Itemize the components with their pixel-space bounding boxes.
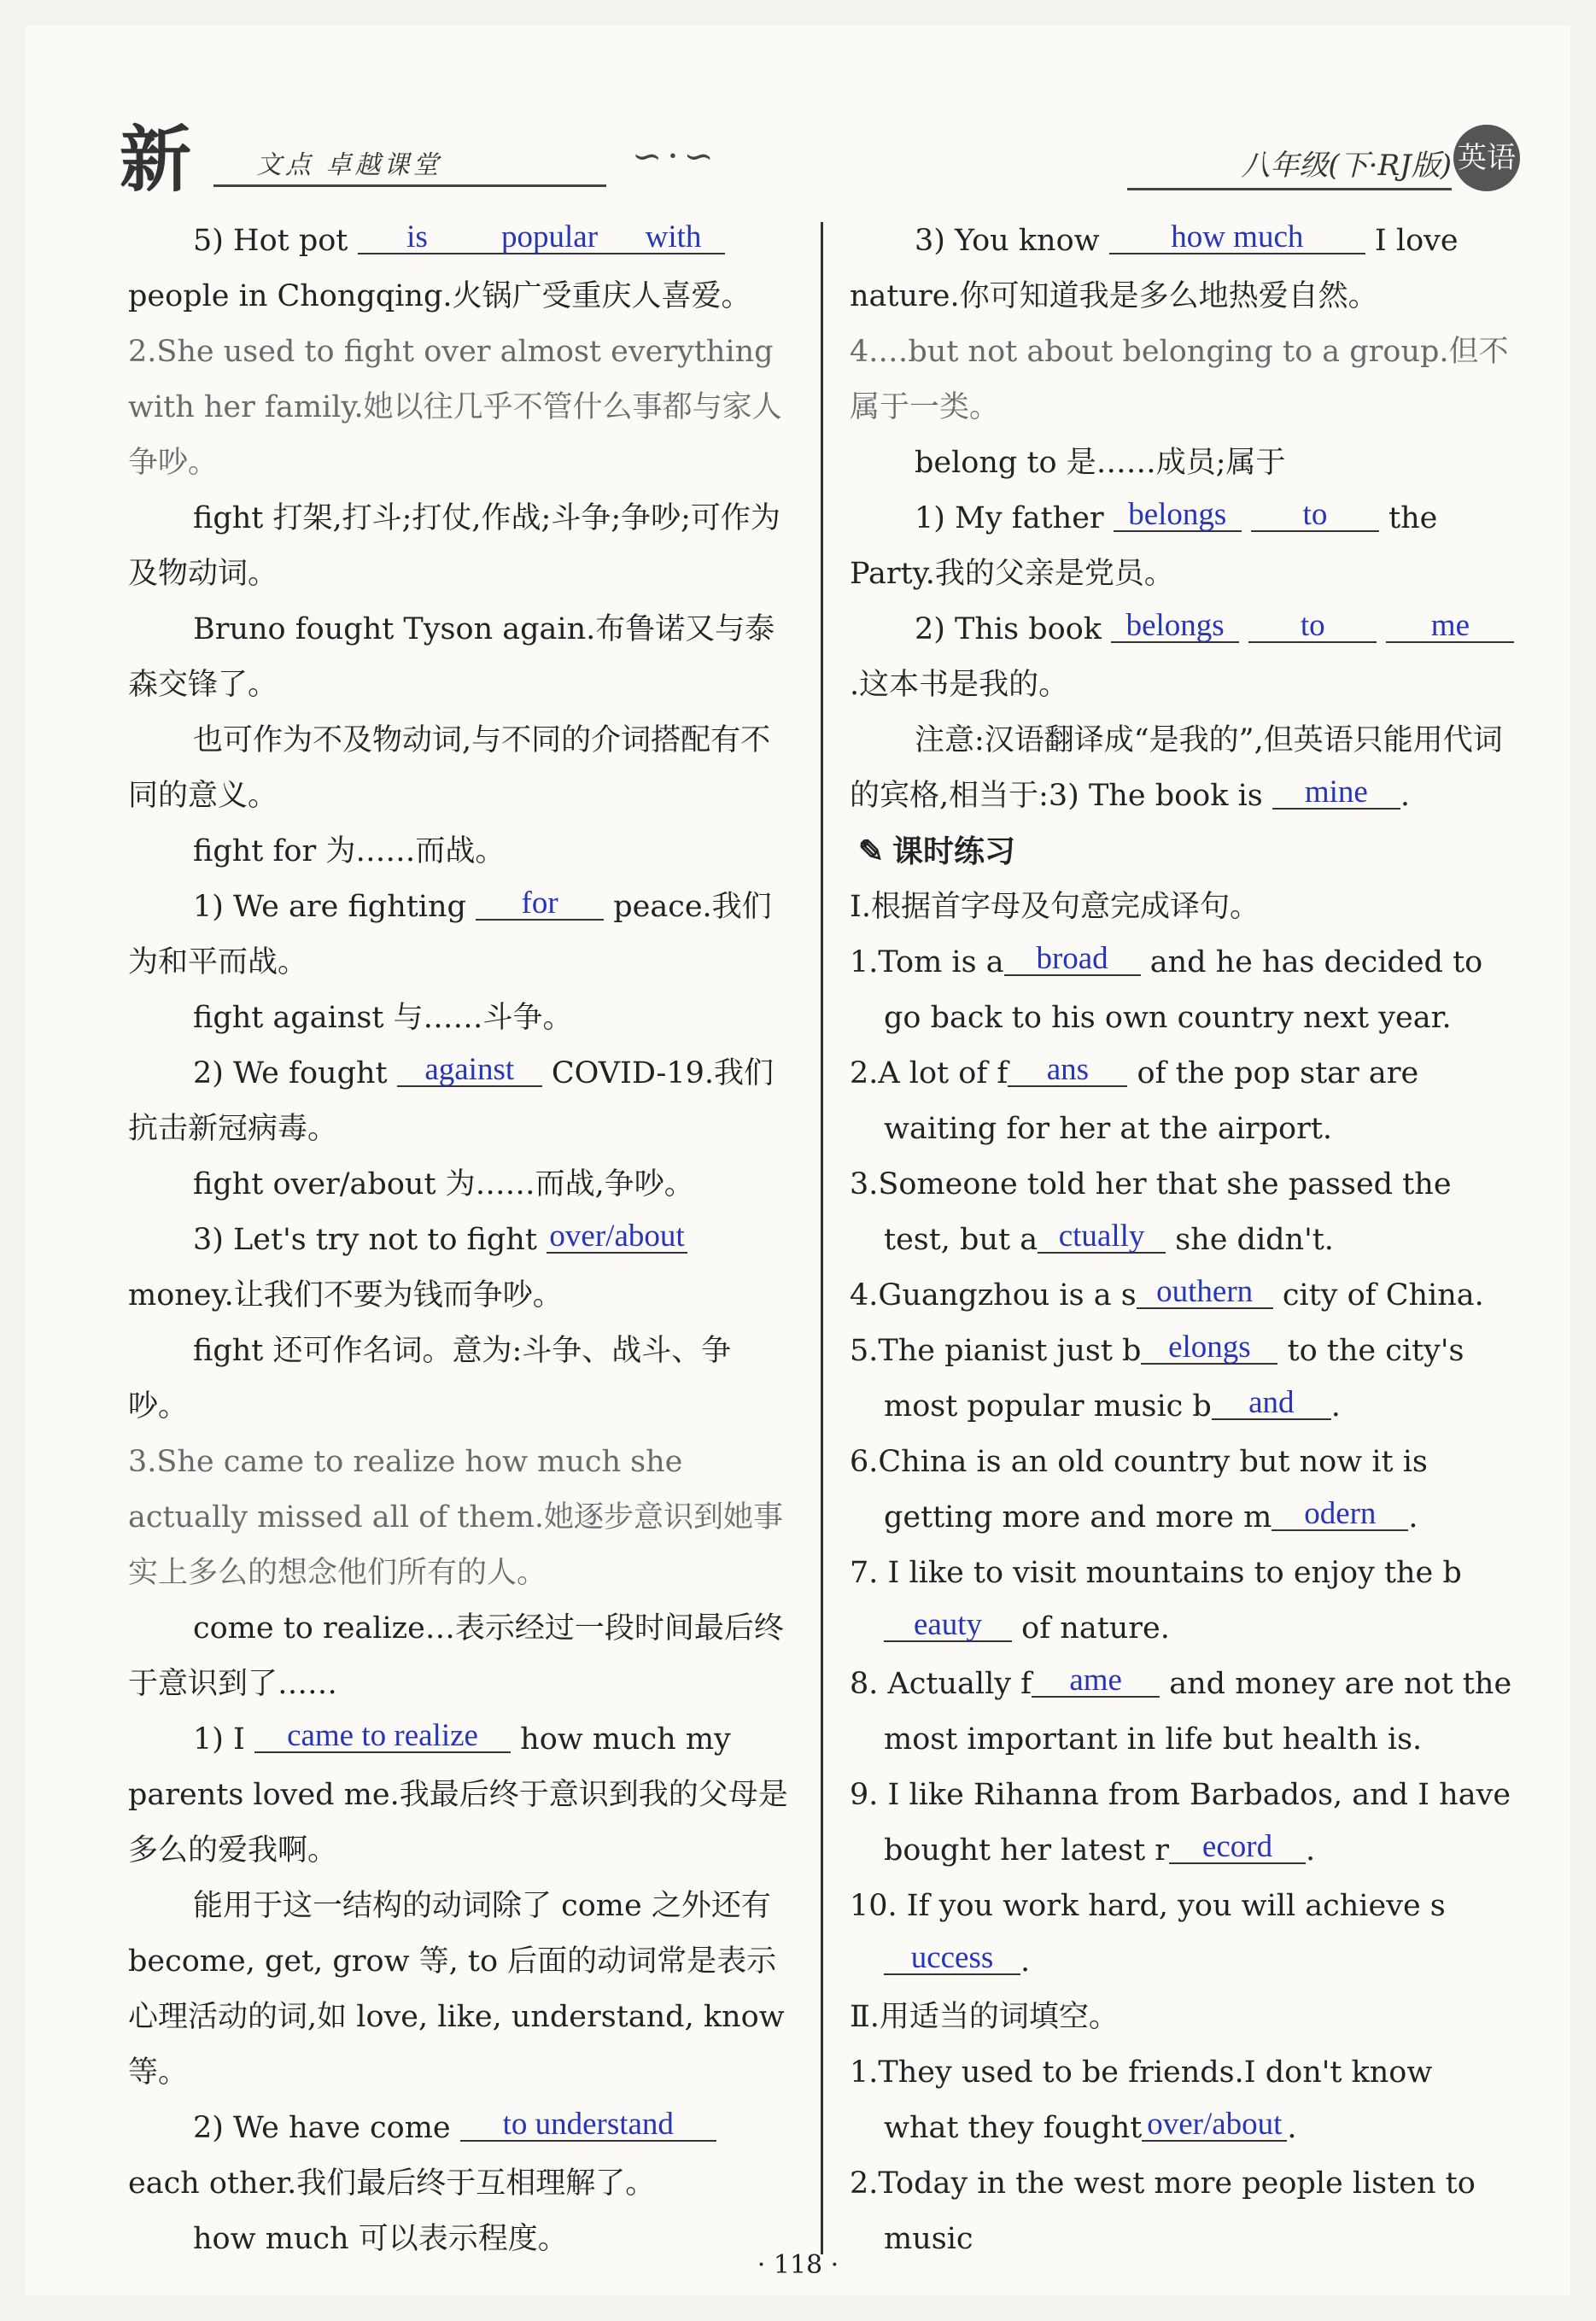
example-hotpot: 5) Hot pot is popular with people in Chongqing.火锅广受重庆人喜爱。 xyxy=(128,219,751,313)
example-belong-1: 1) My father belongs to the Party.我的父亲是党员。 xyxy=(850,497,1438,591)
answer-blank: eauty xyxy=(884,1610,1012,1642)
question-7: 7. I like to visit mountains to enjoy the beauty of nature. xyxy=(850,1556,1462,1646)
sentence-4: 4.…but not about belonging to a group.但不属于一类。 xyxy=(850,335,1509,424)
answer-blank: outhern xyxy=(1137,1277,1273,1309)
fight-against: fight against 与……斗争。 xyxy=(193,1001,573,1035)
answer-blank: against xyxy=(397,1055,542,1087)
sentence-3: 3.She came to realize how much she actually missed all of them.她逐步意识到她事实上多么的想念他们所有的人。 xyxy=(128,1445,783,1590)
answer-blank: to xyxy=(1248,611,1377,643)
answer-blank: to xyxy=(1251,500,1379,532)
answer-blank: mine xyxy=(1272,777,1400,810)
answer-blank: is xyxy=(358,222,477,254)
page-number: · 118 · xyxy=(757,2250,839,2280)
answer-blank: popular xyxy=(477,222,623,254)
answer-blank: ecord xyxy=(1169,1832,1306,1864)
answer-blank: belongs xyxy=(1111,611,1239,643)
fight-definition: fight 打架,打斗;打仗,作战;斗争;争吵;可作为及物动词。 xyxy=(128,501,780,591)
answer-blank: over/about xyxy=(547,1221,687,1254)
fight-noun: fight 还可作名词。意为:斗争、战斗、争吵。 xyxy=(128,1334,732,1424)
fill-question-1: 1.They used to be friends.I don't know what they fought over/about . xyxy=(850,2055,1433,2145)
answer-blank: ctually xyxy=(1038,1221,1166,1254)
question-4: 4.Guangzhou is a s outhern city of China. xyxy=(850,1274,1484,1313)
decoration-icon: ∽·∽ xyxy=(632,135,719,177)
other-verbs-note: 能用于这一结构的动词除了 come 之外还有 become, get, grow 等, to 后面的动词常是表示心理活动的词,如 love, like, understand, know 等。 xyxy=(128,1889,785,2090)
section-2-instructions: Ⅱ.用适当的词填空。 xyxy=(850,2000,1119,2034)
page-header xyxy=(120,102,1520,202)
left-column xyxy=(128,213,790,2267)
fight-for: fight for 为……而战。 xyxy=(193,834,506,868)
example-come-to-realize: 1) I came to realize how much my parents loved me.我最后终于意识到我的父母是多么的爱我啊。 xyxy=(128,1718,788,1868)
grade-label: 八年级(下·RJ版) xyxy=(1241,149,1452,183)
come-to-realize: come to realize…表示经过一段时间最后终于意识到了…… xyxy=(128,1611,784,1701)
header-rule-right xyxy=(1127,188,1452,190)
answer-blank: and xyxy=(1212,1388,1331,1420)
example-fight-for: 1) We are fighting for peace.我们为和平而战。 xyxy=(128,886,772,979)
answer-blank: how much xyxy=(1109,222,1365,254)
answer-blank: ame xyxy=(1032,1665,1160,1698)
example-belong-2: 2) This book belongs to me.这本书是我的。 xyxy=(850,602,1516,713)
subject-badge: 英语 xyxy=(1453,125,1520,191)
fill-question-2: 2.Today in the west more people listen to music xyxy=(850,2166,1476,2256)
pencil-icon: ✎ xyxy=(857,833,885,869)
question-1: 1.Tom is a broad and he has decided to go back to his own country next year. xyxy=(850,941,1483,1035)
answer-blank: ans xyxy=(1008,1055,1127,1087)
question-6: 6.China is an old country but now it is getting more and more m odern . xyxy=(850,1445,1428,1535)
question-9: 9. I like Rihanna from Barbados, and I have bought her latest r ecord . xyxy=(850,1778,1511,1868)
answer-blank: for xyxy=(476,888,604,921)
sentence-2: 2.She used to fight over almost everything with her family.她以往几乎不管什么事都与家人争吵。 xyxy=(128,335,782,480)
pronoun-note: 注意:汉语翻译成“是我的”,但英语只能用代词的宾格,相当于:3) The book is mine . xyxy=(850,723,1503,813)
answer-blank: to understand xyxy=(460,2109,716,2142)
practice-heading: ✎ 课时练习 xyxy=(850,824,1516,880)
column-divider xyxy=(821,222,823,2254)
how-much-note: how much 可以表示程度。 xyxy=(193,2222,568,2256)
intransitive-note: 也可作为不及物动词,与不同的介词搭配有不同的意义。 xyxy=(128,723,771,813)
logo-subtitle: 文点 卓越课堂 xyxy=(256,150,442,180)
question-5: 5.The pianist just b elongs to the city's most popular music b and . xyxy=(850,1330,1464,1424)
example-fight-over: 3) Let's try not to fight over/about money.让我们不要为钱而争吵。 xyxy=(128,1213,790,1324)
answer-blank: elongs xyxy=(1141,1332,1277,1365)
example-bruno: Bruno fought Tyson again.布鲁诺又与泰森交锋了。 xyxy=(128,612,775,702)
header-rule-left xyxy=(213,184,606,187)
answer-blank: me xyxy=(1386,611,1514,643)
answer-blank: uccess xyxy=(884,1943,1020,1975)
answer-blank: belongs xyxy=(1114,500,1242,532)
question-2: 2.A lot of f ans of the pop star are waiting for her at the airport. xyxy=(850,1052,1419,1146)
answer-blank: came to realize xyxy=(254,1721,511,1753)
answer-blank: over/about xyxy=(1142,2109,1287,2142)
section-1-instructions: Ⅰ.根据首字母及句意完成译句。 xyxy=(850,890,1260,924)
page xyxy=(26,26,1570,2295)
example-come-to-understand: 2) We have come to understand each other.我们最后终于互相理解了。 xyxy=(128,2101,790,2212)
example-how-much: 3) You know how much I love nature.你可知道我是多么地热爱自然。 xyxy=(850,219,1459,313)
logo: 新 xyxy=(120,117,192,202)
answer-blank: with xyxy=(623,222,725,254)
fight-over: fight over/about 为……而战,争吵。 xyxy=(193,1167,694,1201)
answer-blank: odern xyxy=(1272,1499,1408,1531)
question-8: 8. Actually f ame and money are not the most important in life but health is. xyxy=(850,1663,1512,1757)
answer-blank: broad xyxy=(1004,944,1141,976)
belong-to: belong to 是……成员;属于 xyxy=(915,446,1286,480)
question-10: 10. If you work hard, you will achieve success . xyxy=(850,1889,1446,1979)
question-3: 3.Someone told her that she passed the test, but a ctually she didn't. xyxy=(850,1167,1452,1257)
example-fight-against: 2) We fought against COVID-19.我们抗击新冠病毒。 xyxy=(128,1052,775,1146)
right-column xyxy=(850,213,1516,2267)
